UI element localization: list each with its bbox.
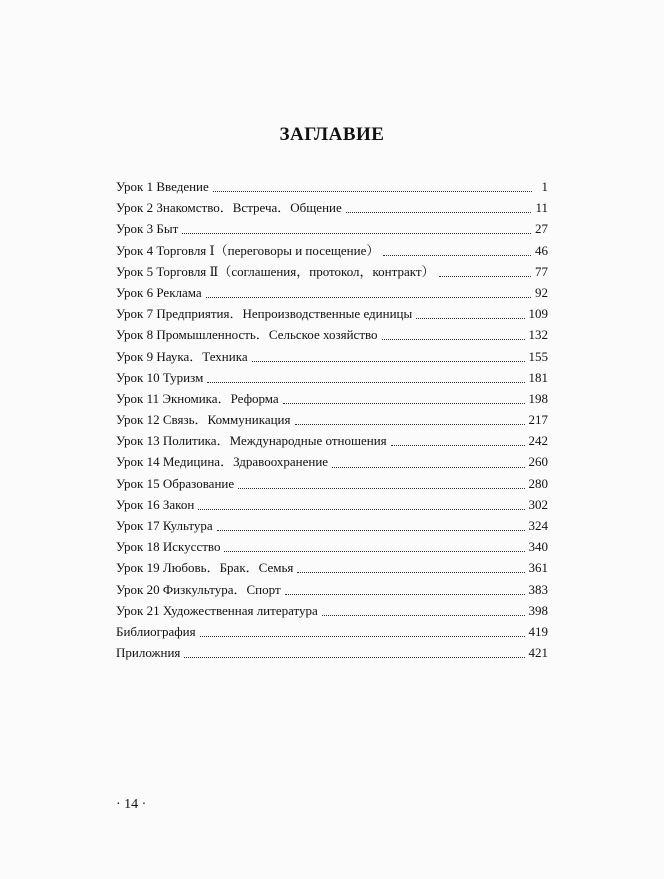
- toc-entry-page-number: 324: [528, 518, 548, 533]
- toc-entry-label: Урок 1 Введение: [116, 179, 209, 194]
- toc-entry: [116, 494, 548, 515]
- toc-entry-page-number: 109: [528, 306, 548, 322]
- toc-entry-page-number: 46: [535, 242, 548, 258]
- toc-entry: [116, 282, 548, 303]
- toc-entry-page-number: 302: [528, 496, 548, 512]
- toc-leader-dots: [198, 501, 524, 510]
- toc-entry: [116, 409, 548, 430]
- toc-entry: [116, 197, 548, 218]
- toc-entry-label: Урок 21 Художественная литература: [116, 602, 318, 618]
- toc-entry-label: Урок 18 Искусство: [116, 539, 221, 555]
- toc-entry-page-number: 260: [528, 454, 548, 470]
- toc-entry-page-number: 11: [535, 200, 548, 216]
- toc-entry-label: Приложния: [116, 645, 181, 661]
- toc-entry-page-number: 280: [528, 475, 548, 491]
- toc-entry-label: Урок 16 Закон: [116, 496, 195, 512]
- toc-entry-page-number: 398: [528, 602, 548, 618]
- toc-entry-label: Урок 14 Медицина．Здравоохранение: [116, 454, 329, 470]
- toc-leader-dots: [382, 331, 525, 340]
- toc-entry: [116, 579, 548, 600]
- toc-entry-label: Урок 20 Физкультура．Спорт: [116, 581, 281, 597]
- toc-entry: [116, 367, 548, 388]
- toc-entry-label: Урок 5 Торговля Ⅱ（соглашения，протокол，контракт）: [116, 263, 435, 279]
- toc-leader-dots: [297, 564, 524, 573]
- toc-leader-dots: [217, 522, 525, 531]
- toc-entry: [116, 557, 548, 578]
- toc-entry-label: Урок 9 Наука．Техника: [116, 348, 248, 364]
- toc-entry-page-number: 383: [528, 581, 548, 597]
- toc-entry-label: Урок 12 Связь．Коммуникация: [116, 412, 291, 428]
- toc-leader-dots: [238, 480, 524, 489]
- toc-entry-page-number: 27: [535, 221, 548, 237]
- toc-entry: [116, 218, 548, 239]
- table-of-contents: [116, 176, 548, 663]
- toc-entry-label: Урок 15 Образование: [116, 475, 235, 491]
- toc-entry-page-number: 217: [528, 412, 548, 428]
- toc-entry-page-number: 1: [541, 179, 548, 194]
- toc-entry-page-number: 77: [535, 263, 548, 279]
- toc-leader-dots: [207, 374, 524, 383]
- toc-leader-dots: [200, 628, 525, 637]
- toc-entry-label: Урок 3 Быт: [116, 221, 179, 237]
- toc-leader-dots: [184, 649, 524, 658]
- toc-entry-page-number: 181: [528, 369, 548, 385]
- toc-entry: [116, 176, 548, 197]
- toc-entry-label: Урок 13 Политика．Международные отношения: [116, 433, 387, 449]
- toc-entry-label: Библиография: [116, 623, 196, 639]
- toc-entry-label: Урок 19 Любовь．Брак．Семья: [116, 560, 294, 576]
- toc-leader-dots: [295, 416, 525, 425]
- toc-entry: [116, 388, 548, 409]
- toc-entry-page-number: 419: [528, 623, 548, 639]
- toc-entry-page-number: 198: [528, 390, 548, 406]
- toc-entry-page-number: 92: [535, 284, 548, 300]
- toc-entry-page-number: 340: [528, 539, 548, 555]
- toc-leader-dots: [383, 247, 531, 256]
- toc-entry: [116, 240, 548, 261]
- toc-leader-dots: [224, 543, 524, 552]
- toc-leader-dots: [206, 289, 531, 298]
- toc-entry-page-number: 421: [528, 645, 548, 661]
- toc-entry-page-number: 155: [528, 348, 548, 364]
- toc-entry-page-number: 361: [528, 560, 548, 576]
- toc-entry: [116, 430, 548, 451]
- toc-leader-dots: [213, 183, 532, 192]
- toc-entry-label: Урок 4 Торговля Ⅰ（переговоры и посещение）: [116, 242, 380, 258]
- toc-entry-label: Урок 11 Экномика．Реформа: [116, 390, 279, 406]
- toc-leader-dots: [416, 310, 524, 319]
- toc-entry-page-number: 242: [528, 433, 548, 449]
- toc-entry-label: Урок 8 Промышленность．Сельское хозяйство: [116, 327, 378, 343]
- page-title: ЗАГЛАВИЕ: [279, 124, 385, 145]
- toc-leader-dots: [439, 268, 531, 277]
- toc-entry: [116, 324, 548, 345]
- toc-leader-dots: [346, 204, 532, 213]
- toc-leader-dots: [285, 586, 525, 595]
- toc-entry: [116, 536, 548, 557]
- toc-entry: [116, 642, 548, 663]
- toc-entry: [116, 621, 548, 642]
- toc-leader-dots: [182, 225, 531, 234]
- toc-entry: [116, 515, 548, 536]
- toc-entry: [116, 473, 548, 494]
- toc-leader-dots: [322, 607, 525, 616]
- toc-entry-label: Урок 10 Туризм: [116, 369, 204, 385]
- toc-entry-page-number: 132: [528, 327, 548, 343]
- toc-leader-dots: [283, 395, 525, 404]
- toc-entry-label: Урок 2 Знакомство．Встреча．Общение: [116, 200, 342, 216]
- toc-leader-dots: [391, 437, 525, 446]
- toc-entry: [116, 303, 548, 324]
- toc-leader-dots: [332, 459, 524, 468]
- toc-entry: [116, 451, 548, 472]
- page-number: · 14 ·: [116, 797, 147, 812]
- toc-entry-label: Урок 6 Реклама: [116, 284, 202, 300]
- toc-entry-label: Урок 7 Предприятия．Непроизводственные единицы: [116, 306, 413, 322]
- toc-leader-dots: [252, 353, 525, 362]
- toc-entry-label: Урок 17 Культура: [116, 518, 213, 533]
- toc-entry: [116, 261, 548, 282]
- toc-entry: [116, 346, 548, 367]
- toc-entry: [116, 600, 548, 621]
